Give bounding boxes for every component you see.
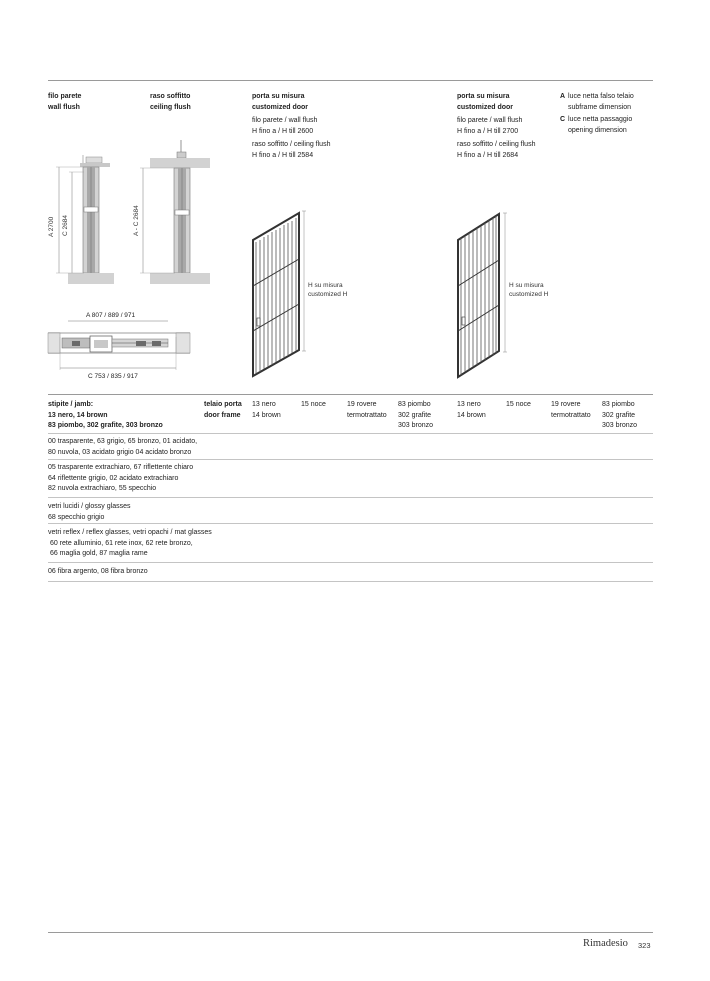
glass-row-text: 80 nuvola, 03 acidato grigio 04 acidato bronzo — [48, 448, 192, 456]
finish-g2-c4 — [602, 400, 637, 432]
glass-row-text: 06 fibra argento, 08 fibra bronzo — [48, 568, 148, 575]
door-2-h-label-en: customized H — [509, 291, 549, 298]
finish-value: 303 bronzo — [602, 422, 638, 429]
glass-row-text: 00 trasparente, 63 grigio, 65 bronzo, 01 acidato, — [48, 438, 198, 445]
finish-value: termotrattato — [551, 411, 591, 419]
door-frame-label — [204, 400, 242, 421]
glass-row-text: 60 rete alluminio, 61 rete inox, 62 rete bronzo, — [48, 539, 193, 547]
door-1-h-label-en: customized H — [308, 291, 348, 298]
frame-label-it: telaio porta — [204, 401, 242, 408]
glass-row-5 — [48, 567, 148, 578]
title-en: wall flush — [48, 103, 80, 111]
glass-row-2 — [48, 463, 193, 495]
wall-flush-section — [48, 155, 114, 284]
dim-c-label: C 2684 — [62, 215, 69, 236]
finish-g2-c1 — [457, 400, 486, 421]
finish-value: 15 noce — [506, 401, 531, 408]
footer-rule — [48, 932, 653, 933]
brand-logo: Rimadesio — [583, 938, 628, 949]
row-divider — [48, 459, 653, 460]
ceiling-flush-section — [133, 140, 210, 284]
glass-row-text: 82 nuvola extrachiaro, 55 specchio — [48, 485, 157, 492]
ceiling-value: H fino a / H till 2684 — [457, 151, 519, 159]
glass-row-text: vetri lucidi / glossy glasses — [48, 503, 131, 510]
finish-value: 19 rovere — [347, 401, 377, 408]
finish-value: 13 nero — [252, 401, 276, 408]
ceiling-label: raso soffitto / ceiling flush — [252, 141, 331, 148]
finish-g2-c2 — [506, 400, 531, 411]
door-title-it: porta su misura — [252, 93, 305, 100]
plan-section — [48, 312, 190, 380]
title-it: raso soffitto — [150, 93, 191, 100]
jamb-line: 13 nero, 14 brown — [48, 411, 108, 419]
glass-row-3 — [48, 502, 130, 523]
finish-value: 302 grafite — [602, 411, 636, 419]
page-number: 323 — [638, 941, 651, 950]
finish-value: 15 noce — [301, 401, 326, 408]
legend-key: C — [560, 116, 566, 123]
wall-label: filo parete / wall flush — [457, 117, 523, 124]
glass-row-text: vetri reflex / reflex glasses, vetri opachi / mat glasses — [48, 529, 212, 536]
row-divider — [48, 523, 653, 524]
finish-g1-c3 — [347, 400, 387, 421]
finish-value: termotrattato — [347, 411, 387, 419]
jamb-block — [48, 400, 163, 432]
door-1-drawing — [253, 211, 348, 376]
door-2-drawing — [458, 213, 549, 377]
ceiling-value: H fino a / H till 2584 — [252, 151, 314, 159]
wall-label: filo parete / wall flush — [252, 117, 318, 124]
finish-value: 14 brown — [457, 411, 486, 419]
row-divider — [48, 562, 653, 563]
title-it: filo parete — [48, 93, 82, 100]
glass-row-4 — [48, 528, 212, 560]
title-en: ceiling flush — [150, 103, 191, 111]
finish-value: 19 rovere — [551, 401, 581, 408]
legend-key: A — [560, 93, 566, 100]
glass-row-1 — [48, 437, 197, 458]
glass-row-text: 05 trasparente extrachiaro, 67 riflettente chiaro — [48, 464, 194, 471]
dim-ac-label: A - C 2684 — [133, 205, 140, 236]
finish-g1-c1 — [252, 400, 281, 421]
finish-value: 303 bronzo — [398, 422, 434, 429]
finish-g1-c4 — [398, 400, 433, 432]
glass-row-text: 68 specchio grigio — [48, 513, 105, 521]
door-title-en: customized door — [252, 103, 309, 111]
door-title-it: porta su misura — [457, 93, 510, 100]
finish-value: 14 brown — [252, 411, 281, 419]
jamb-title: stipite / jamb: — [48, 401, 94, 408]
glass-row-text: 64 riflettente grigio, 02 acidato extrachiaro — [48, 474, 179, 482]
legend-text: luce netta falso telaio — [568, 93, 634, 100]
door-1-h-label: H su misura — [308, 282, 343, 289]
row-divider — [48, 581, 653, 582]
glass-row-text: 66 maglia gold, 87 maglia rame — [48, 550, 148, 557]
dim-a-label: A 2700 — [48, 216, 55, 237]
plan-a-label: A 807 / 889 / 971 — [86, 312, 136, 319]
plan-c-label: C 753 / 835 / 917 — [88, 373, 138, 380]
finish-value: 13 nero — [457, 401, 481, 408]
door-title-en: customized door — [457, 103, 514, 111]
wall-value: H fino a / H till 2600 — [252, 127, 314, 135]
finish-g1-c2 — [301, 400, 326, 411]
finish-value: 83 piombo — [398, 401, 431, 408]
finish-g2-c3 — [551, 400, 591, 421]
ceiling-label: raso soffitto / ceiling flush — [457, 141, 536, 148]
row-divider — [48, 433, 653, 434]
finishes-rule — [48, 394, 653, 395]
door-2-h-label: H su misura — [509, 282, 544, 289]
legend-text: subframe dimension — [568, 103, 632, 111]
finish-value: 302 grafite — [398, 411, 432, 419]
wall-value: H fino a / H till 2700 — [457, 127, 519, 135]
jamb-line: 83 piombo, 302 grafite, 303 bronzo — [48, 422, 163, 429]
finish-value: 83 piombo — [602, 401, 635, 408]
legend-text: opening dimension — [568, 126, 627, 134]
row-divider — [48, 497, 653, 498]
legend-text: luce netta passaggio — [568, 116, 633, 123]
frame-label-en: door frame — [204, 411, 241, 419]
technical-drawings — [0, 0, 710, 400]
